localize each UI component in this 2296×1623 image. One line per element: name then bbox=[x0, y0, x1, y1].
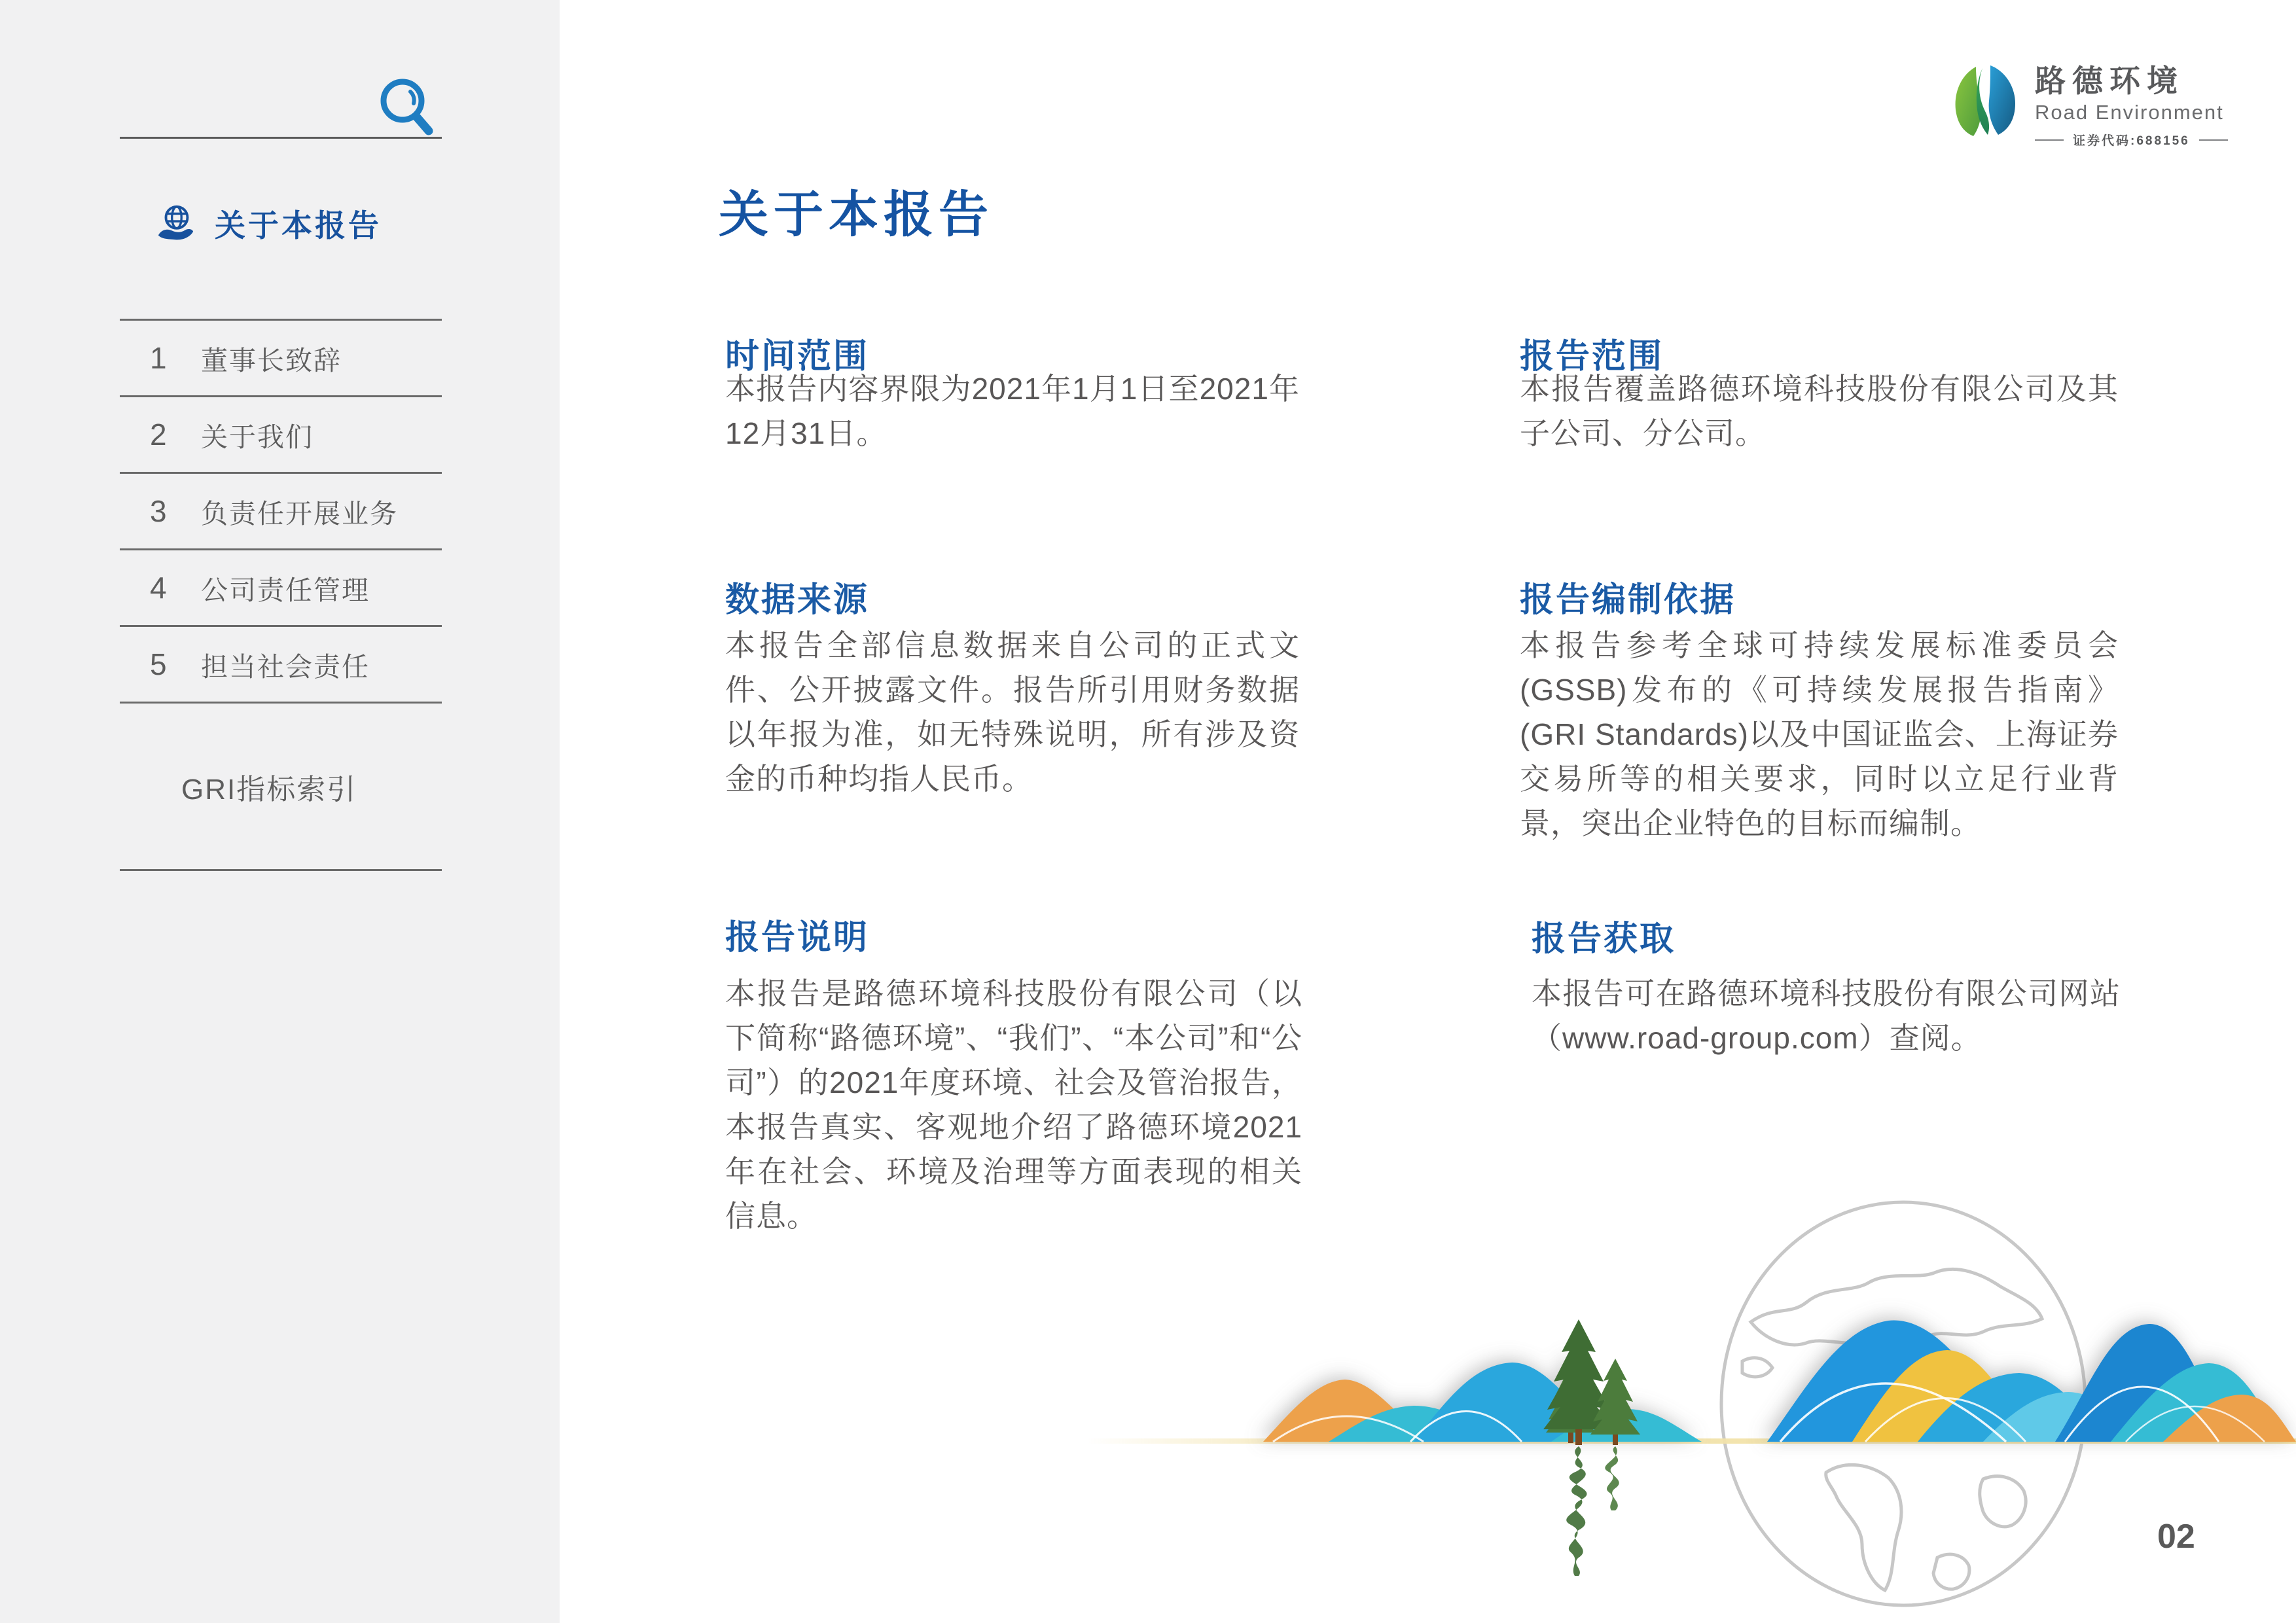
logo-name-en: Road Environment bbox=[2035, 101, 2224, 124]
sidebar-item-2[interactable] bbox=[120, 395, 442, 472]
sidebar-item-3[interactable] bbox=[120, 472, 442, 548]
section-body-report-note: 本报告是路德环境科技股份有限公司（以下简称“路德环境”、“我们”、“本公司”和“公司”）的2021年度环境、社会及管治报告，本报告真实、客观地介绍了路德环境2021年在社会、环境及治理等方面表现的相关信息。 bbox=[725, 976, 1302, 1233]
item-label: 担当社会责任 bbox=[201, 651, 370, 682]
sidebar-item-5[interactable] bbox=[120, 625, 442, 702]
globe-hand-icon bbox=[156, 204, 196, 244]
dash-right bbox=[2199, 139, 2228, 141]
item-number: 3 bbox=[150, 494, 167, 528]
sidebar-item-4[interactable] bbox=[120, 548, 442, 625]
section-body-report-access: 本报告可在路德环境科技股份有限公司网站（www.road-group.com）查阅。 bbox=[1532, 976, 2121, 1055]
logo-stock-code: 证券代码:688156 bbox=[2035, 131, 2228, 149]
water-reflection bbox=[1263, 1440, 2296, 1566]
section-body-report-scope: 本报告覆盖路德环境科技股份有限公司及其子公司、分公司。 bbox=[1520, 372, 2119, 450]
section-heading-time-scope: 时间范围 bbox=[725, 338, 870, 376]
section-heading-data-source: 数据来源 bbox=[725, 581, 870, 619]
dash-left bbox=[2035, 139, 2064, 141]
logo-name-cn: 路德环境 bbox=[2035, 63, 2184, 98]
search-underline bbox=[120, 137, 442, 139]
section-body-data-source: 本报告全部信息数据来自公司的正式文件、公开披露文件。报告所引用财务数据以年报为准，如无特殊说明，所有涉及资金的币种均指人民币。 bbox=[725, 628, 1300, 796]
item-number: 2 bbox=[150, 418, 167, 452]
section-body-report-basis: 本报告参考全球可持续发展标准委员会(GSSB)发布的《可持续发展报告指南》(GRI Standards)以及中国证监会、上海证券交易所等的相关要求，同时以立足行业背景，突出企业特色的目标而编制。 bbox=[1520, 628, 2119, 840]
section-heading-report-note: 报告说明 bbox=[725, 919, 870, 957]
sidebar-item-about-report-active[interactable] bbox=[156, 202, 382, 245]
sidebar-menu bbox=[120, 319, 442, 871]
item-number: 4 bbox=[150, 571, 167, 605]
sidebar-item-gri-index[interactable] bbox=[120, 702, 442, 871]
pine-trees bbox=[1543, 1319, 1640, 1445]
sidebar-item-1[interactable] bbox=[120, 319, 442, 395]
section-heading-report-basis: 报告编制依据 bbox=[1520, 581, 1736, 619]
company-logo bbox=[1954, 64, 2228, 149]
logo-leaf-icon bbox=[1954, 64, 2017, 137]
item-number: 5 bbox=[150, 647, 167, 681]
search-icon[interactable] bbox=[376, 77, 437, 139]
page-title: 关于本报告 bbox=[719, 187, 994, 243]
item-label: 董事长致辞 bbox=[201, 345, 342, 376]
item-label: 公司责任管理 bbox=[201, 575, 370, 605]
item-number: 1 bbox=[150, 341, 167, 375]
item-label: GRI指标索引 bbox=[181, 773, 357, 806]
section-body-time-scope: 本报告内容界限为2021年1月1日至2021年12月31日。 bbox=[725, 372, 1300, 450]
sidebar bbox=[0, 0, 560, 1623]
paper-mountains bbox=[1263, 1321, 2296, 1443]
page-number: 02 bbox=[2157, 1518, 2195, 1556]
section-heading-report-access: 报告获取 bbox=[1532, 920, 1676, 958]
sidebar-active-label: 关于本报告 bbox=[215, 208, 382, 243]
item-label: 负责任开展业务 bbox=[201, 498, 398, 529]
item-label: 关于我们 bbox=[201, 421, 314, 452]
section-heading-report-scope: 报告范围 bbox=[1520, 338, 1664, 376]
earth-mountains-illustration bbox=[1047, 1165, 2296, 1623]
